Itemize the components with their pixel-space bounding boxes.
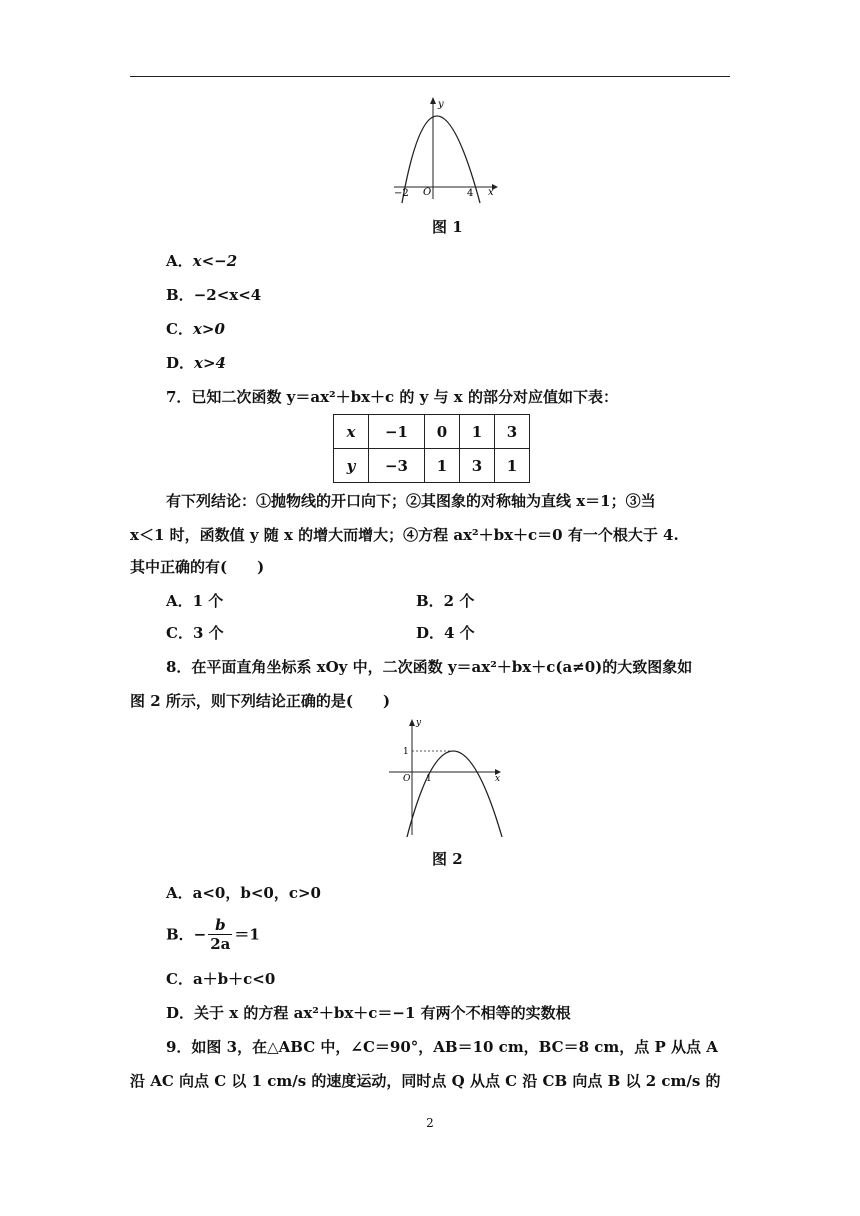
fig1-y-arrow: [430, 97, 436, 104]
fig2-origin: O: [403, 774, 411, 784]
fig1-origin: O: [423, 187, 432, 198]
table-cell: −1: [369, 415, 425, 449]
fig2-x-label: x: [495, 774, 501, 784]
fraction: $\frac{b}{2a}$: [210, 916, 231, 953]
fig1-tick-4: 4: [467, 188, 474, 199]
q8-option-a: A．a<0，b<0，c>0: [166, 884, 321, 902]
figure-1-caption: 图 1: [432, 218, 463, 236]
q7-option-c: C．3 个: [166, 624, 224, 642]
table-cell: x: [334, 415, 369, 449]
q7-option-d: D．4 个: [416, 624, 475, 642]
figure-2-caption: 图 2: [432, 850, 463, 868]
table-cell: 1: [495, 449, 530, 483]
q7-value-table: [333, 414, 530, 483]
q7-option-a: A．1 个: [166, 592, 224, 610]
q9-line-1: 9．如图 3，在△ABC 中，∠C＝90°，AB＝10 cm，BC＝8 cm，点 P 从点 A: [166, 1038, 718, 1056]
q8-option-d: D．关于 x 的方程 ax²＋bx＋c＝−1 有两个不相等的实数根: [166, 1004, 571, 1022]
table-row: [334, 449, 530, 483]
table-cell: y: [334, 449, 369, 483]
header-rule: [130, 76, 730, 77]
figure-1-graph: [388, 95, 500, 205]
q6-option-a: A．x<−2: [166, 252, 238, 270]
q7-conclusions-line-3: 其中正确的有( ): [130, 558, 265, 576]
page-number: 2: [426, 1116, 434, 1130]
table-cell: 0: [425, 415, 460, 449]
fig2-y-arrow: [409, 719, 415, 726]
fig2-tick-1-x: 1: [426, 774, 432, 784]
fig2-parabola: [407, 751, 502, 837]
figure-2-graph: [385, 715, 507, 840]
table-cell: 1: [425, 449, 460, 483]
fig2-y-label: y: [416, 718, 422, 728]
q8-option-b: B．− $\frac{b}{2a}$ ＝1: [166, 916, 260, 953]
table-row: [334, 415, 530, 449]
q9-line-2: 沿 AC 向点 C 以 1 cm/s 的速度运动，同时点 Q 从点 C 沿 CB 向点 B 以 2 cm/s 的: [130, 1072, 721, 1090]
q8-option-c: C．a＋b＋c<0: [166, 970, 276, 988]
q7-conclusions-line-1: 有下列结论：①抛物线的开口向下；②其图象的对称轴为直线 x＝1；③当: [166, 492, 656, 510]
q6-option-b: B．−2<x<4: [166, 286, 262, 304]
table-cell: −3: [369, 449, 425, 483]
q8-stem-line-1: 8．在平面直角坐标系 xOy 中，二次函数 y＝ax²＋bx＋c(a≠0)的大致图象如: [166, 658, 693, 676]
fig1-y-label: y: [438, 99, 444, 110]
q8-stem-line-2: 图 2 所示，则下列结论正确的是( ): [130, 692, 391, 710]
q7-option-b: B．2 个: [416, 592, 475, 610]
fig2-tick-1-y: 1: [403, 747, 409, 757]
table-cell: 3: [495, 415, 530, 449]
table-cell: 3: [460, 449, 495, 483]
fig1-x-label: x: [488, 187, 494, 198]
q6-option-d: D．x>4: [166, 354, 226, 372]
q7-stem: 7．已知二次函数 y＝ax²＋bx＋c 的 y 与 x 的部分对应值如下表：: [166, 388, 618, 406]
fig1-tick-neg2: −2: [394, 188, 409, 199]
q6-option-c: C．x>0: [166, 320, 225, 338]
table-cell: 1: [460, 415, 495, 449]
q7-conclusions-line-2: x＜1 时，函数值 y 随 x 的增大而增大；④方程 ax²＋bx＋c＝0 有一个根大于 4.: [130, 526, 679, 544]
